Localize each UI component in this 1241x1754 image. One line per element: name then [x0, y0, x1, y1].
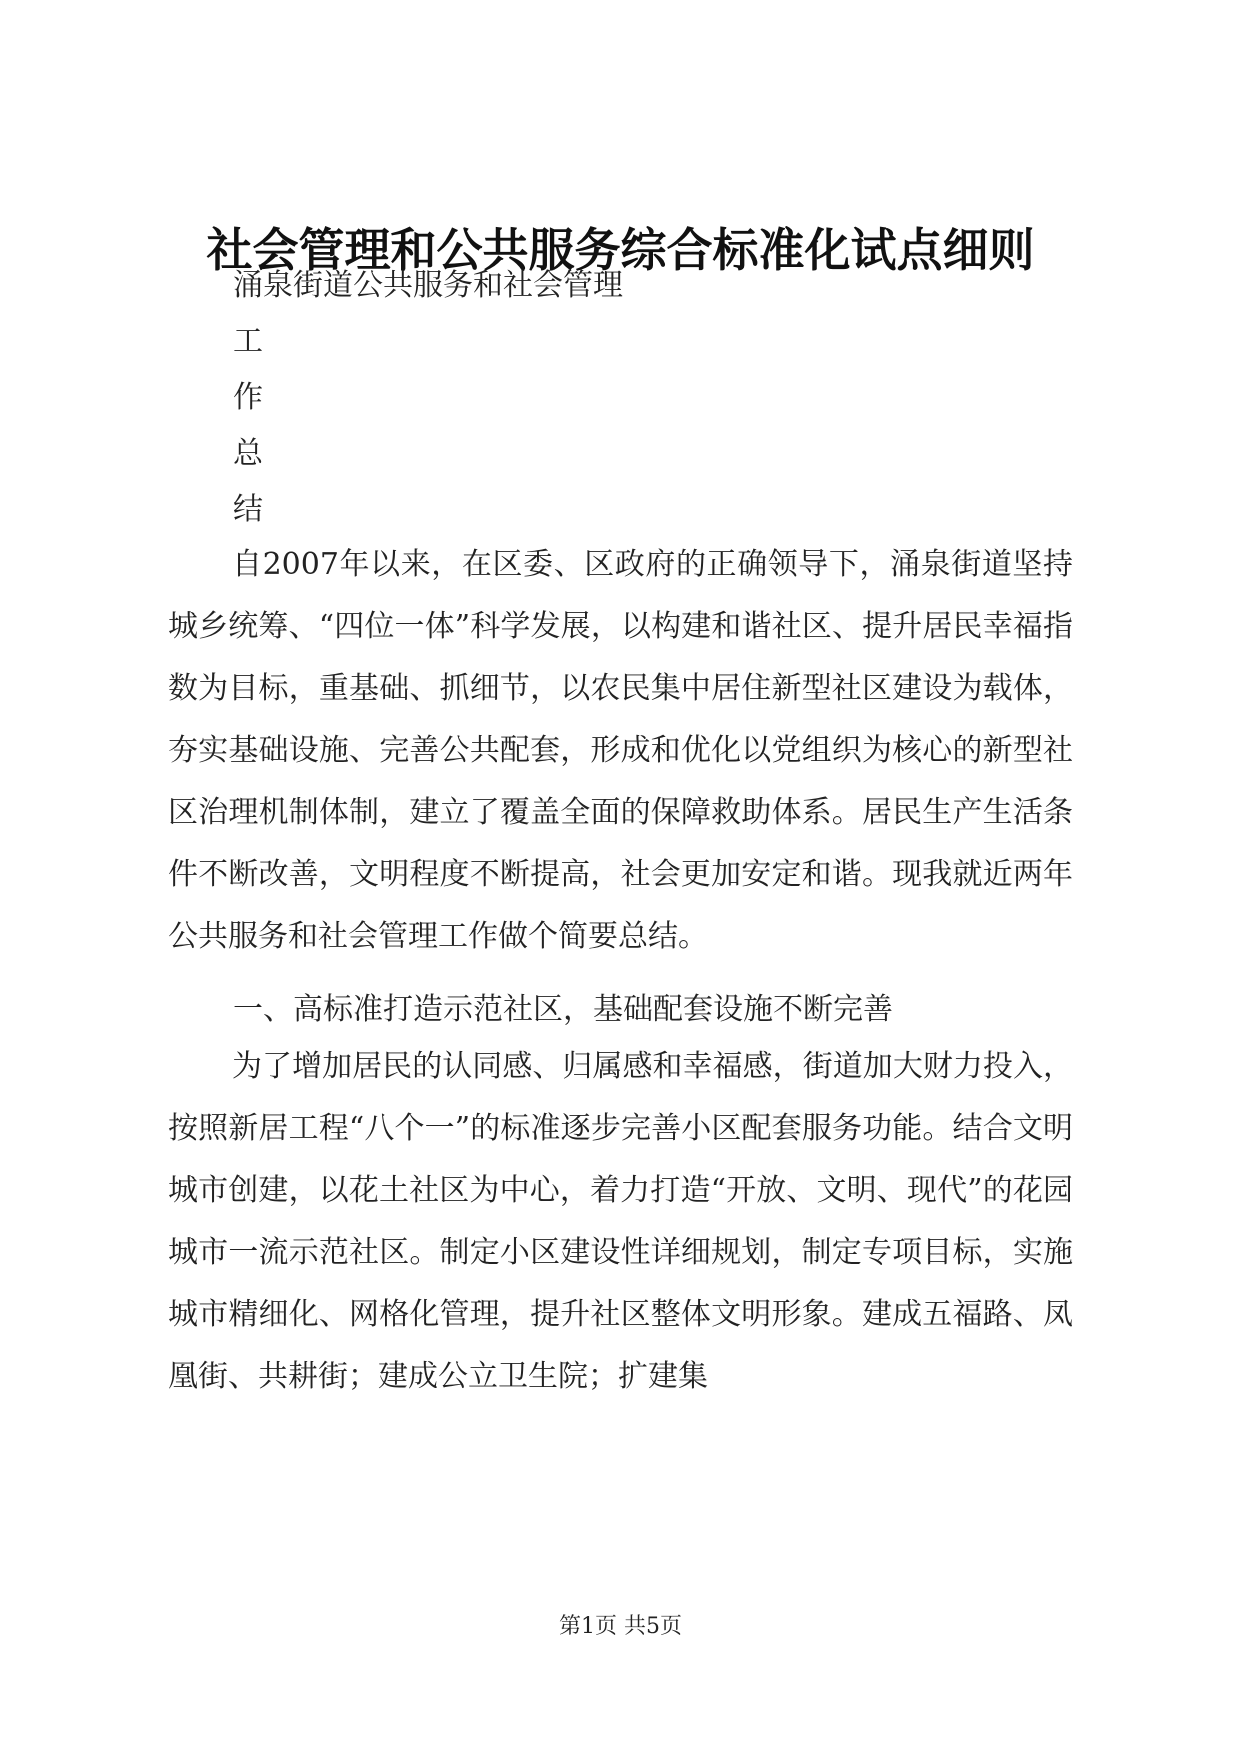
- paragraph-intro: 自2007年以来，在区委、区政府的正确领导下，涌泉街道坚持城乡统筹、“四位一体”科学发展，以构建和谐社区、提升居民幸福指数为目标，重基础、抓细节，以农民集中居住新型社区建设为载体，夯实基础设施、完善公共配套，形成和优化以党组织为核心的新型社区治理机制体制，建立了覆盖全面的保障救助体系。居民生产生活条件不断改善，文明程度不断提高，社会更加安定和谐。现我就近两年公共服务和社会管理工作做个简要总结。: [168, 547, 1073, 954]
- vertical-char-2: 作: [233, 380, 263, 415]
- document-subtitle: 涌泉街道公共服务和社会管理: [233, 268, 623, 303]
- section-1-heading: 一、高标准打造示范社区，基础配套设施不断完善: [233, 992, 893, 1027]
- paragraph-section-1: 为了增加居民的认同感、归属感和幸福感，街道加大财力投入，按照新居工程“八个一”的标准逐步完善小区配套服务功能。结合文明城市创建，以花土社区为中心，着力打造“开放、文明、现代”的花园城市一流示范社区。制定小区建设性详细规划，制定专项目标，实施城市精细化、网格化管理，提升社区整体文明形象。建成五福路、凤凰街、共耕街；建成公立卫生院；扩建集: [168, 1049, 1073, 1394]
- page-footer: 第1页 共5页: [559, 1614, 682, 1639]
- vertical-char-3: 总: [233, 436, 263, 471]
- vertical-char-4: 结: [233, 492, 263, 527]
- vertical-char-1: 工: [233, 324, 263, 359]
- document-title: 社会管理和公共服务综合标准化试点细则: [206, 223, 1035, 277]
